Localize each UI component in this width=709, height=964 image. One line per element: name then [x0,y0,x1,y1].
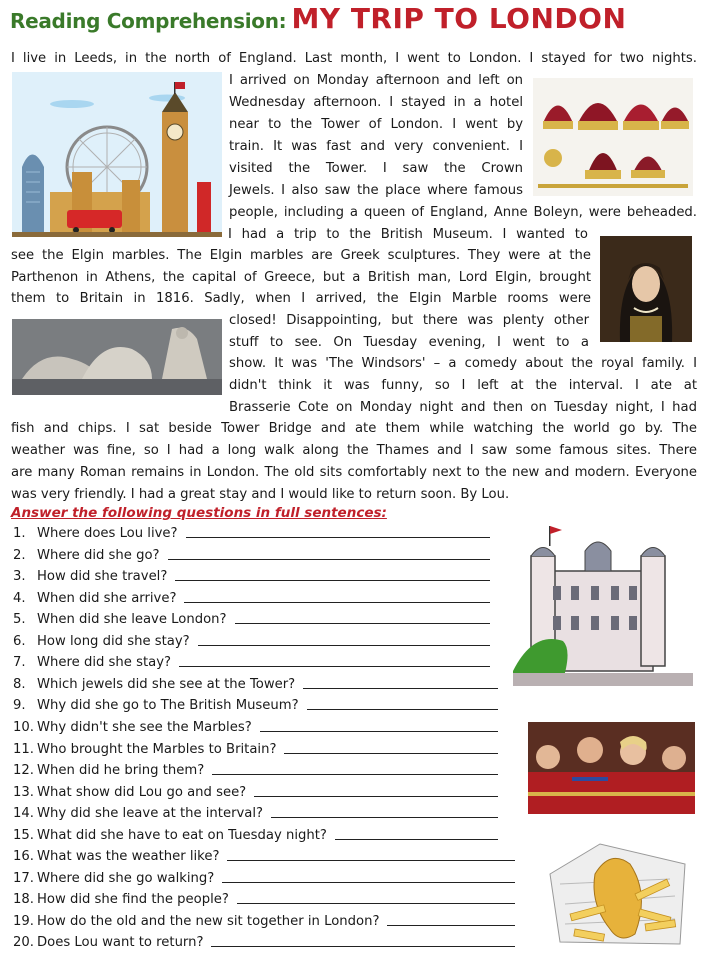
london-landmarks-illustration [12,72,222,237]
story-line: closed! Disappointing, but there was plenty other [229,313,589,328]
question-number: 2. [13,547,26,563]
question-row [13,828,498,843]
question-number: 3. [13,569,26,585]
question-row [13,612,490,627]
answer-line[interactable] [303,688,498,689]
answer-line[interactable] [212,774,498,775]
question-row [13,871,515,886]
question-text: Where did she go? [37,547,160,563]
tower-of-london-illustration [513,521,693,686]
question-text: Which jewels did she see at the Tower? [37,676,296,692]
answer-line[interactable] [335,839,498,840]
story-line: I live in Leeds, in the north of England. Last month, I went to London. I stayed for two nights. [11,51,697,66]
question-number: 15. [13,827,34,843]
question-row [13,806,498,821]
question-row [13,526,490,541]
anne-boleyn-portrait [600,236,692,342]
elgin-marbles-photo [12,319,222,395]
header-subtitle: Reading Comprehension: [10,9,287,33]
answer-line[interactable] [387,925,515,926]
answer-line[interactable] [184,602,490,603]
question-row [13,892,515,907]
question-row [13,634,490,649]
story-line: Wednesday afternoon. I stayed in a hotel [229,95,523,110]
answer-line[interactable] [168,559,490,560]
question-text: What show did Lou go and see? [37,784,247,800]
question-number: 8. [13,676,26,692]
story-line: show. It was 'The Windsors' – a comedy about the royal family. I [229,356,697,371]
question-text: How do the old and the new sit together in London? [37,913,380,929]
question-text: Who brought the Marbles to Britain? [37,741,277,757]
question-row [13,914,515,929]
answer-line[interactable] [186,537,490,538]
question-text: How long did she stay? [37,633,190,649]
answer-line[interactable] [284,753,498,754]
crown-jewels-photo [533,78,693,196]
question-number: 13. [13,784,34,800]
answer-line[interactable] [307,709,498,710]
question-text: What was the weather like? [37,849,220,865]
answer-line[interactable] [227,860,515,861]
story-line: visited the Tower. I saw the Crown [229,161,523,176]
answer-line[interactable] [198,645,490,646]
answer-line[interactable] [271,817,498,818]
question-row [13,677,498,692]
question-text: Does Lou want to return? [37,935,204,951]
story-line: near to the Tower of London. I went by [229,117,523,132]
worksheet-header [10,2,626,35]
question-row [13,569,490,584]
the-windsors-show-photo [528,722,695,814]
question-text: When did she arrive? [37,590,177,606]
story-line: train. It was fast and very convenient. I [229,139,523,154]
question-number: 9. [13,698,26,714]
question-number: 7. [13,655,26,671]
question-text: Where did she stay? [37,655,172,671]
question-row [13,763,498,778]
story-line: Brasserie Cote on Monday night and then on Tuesday night, I had [229,400,697,415]
question-text: Where does Lou live? [37,526,178,541]
question-row [13,548,490,563]
answer-line[interactable] [175,580,490,581]
question-row [13,655,490,670]
question-number: 18. [13,892,34,908]
question-number: 6. [13,633,26,649]
question-number: 17. [13,870,34,886]
answer-line[interactable] [222,882,515,883]
question-number: 4. [13,590,26,606]
question-number: 11. [13,741,34,757]
question-text: What did she have to eat on Tuesday night? [37,827,327,843]
answer-line[interactable] [179,666,490,667]
question-number: 1. [13,526,26,541]
question-text: When did she leave London? [37,612,227,628]
story-line: people, including a queen of England, Anne Boleyn, were beheaded. [229,205,697,220]
answer-line[interactable] [211,946,515,947]
story-line: didn't think it was funny, so I left at the interval. I ate at [229,378,697,393]
fish-and-chips-illustration [540,834,695,952]
answer-line[interactable] [237,903,515,904]
story-line: Jewels. I also saw the place where famous [229,183,523,198]
instructions-heading: Answer the following questions in full sentences: [11,505,387,521]
question-row [13,785,498,800]
question-number: 16. [13,849,34,865]
question-text: How did she find the people? [37,892,229,908]
question-number: 19. [13,913,34,929]
story-line: I arrived on Monday afternoon and left on [229,73,523,88]
question-text: Why didn't she see the Marbles? [37,719,252,735]
question-row [13,698,498,713]
story-line: weather was fine, so I had a long walk along the Thames and I saw some famous sites. There [11,443,697,458]
question-text: Why did she go to The British Museum? [37,698,299,714]
question-number: 14. [13,806,34,822]
question-text: Where did she go walking? [37,870,215,886]
question-row [13,742,498,757]
question-number: 12. [13,763,34,779]
answer-line[interactable] [260,731,498,732]
page-title: MY TRIP TO LONDON [291,2,627,35]
story-line: I had a trip to the British Museum. I wanted to [228,227,588,242]
question-text: When did he bring them? [37,763,205,779]
question-row [13,849,515,864]
question-row [13,935,515,950]
story-line: stuff to see. On Tuesday evening, I went to a [229,335,589,350]
question-number: 10. [13,719,34,735]
story-line: was very friendly. I had a great stay and I would like to return soon. By Lou. [11,487,510,502]
story-line: are many Roman remains in London. The old sits comfortably next to the new and modern. Everyone [11,465,697,480]
question-text: How did she travel? [37,569,168,585]
story-line: them to Britain in 1816. Sadly, when I arrived, the Elgin Marble rooms were [11,291,591,306]
question-row [13,720,498,735]
answer-line[interactable] [235,623,490,624]
answer-line[interactable] [254,796,498,797]
story-line: Parthenon in Athens, the capital of Greece, but a British man, Lord Elgin, brought [11,270,591,285]
question-text: Why did she leave at the interval? [37,806,264,822]
question-row [13,591,490,606]
story-line: fish and chips. I sat beside Tower Bridge and ate them while watching the world go by. The [11,421,697,436]
question-number: 20. [13,935,34,951]
question-number: 5. [13,612,26,628]
story-line: see the Elgin marbles. The Elgin marbles are Greek sculptures. They were at the [11,248,591,263]
